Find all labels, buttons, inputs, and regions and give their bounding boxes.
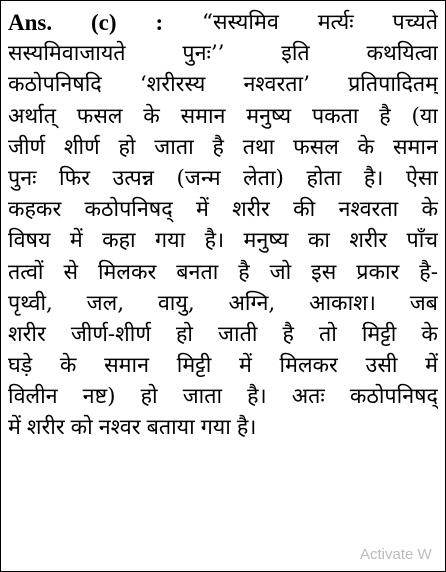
word: जाता xyxy=(154,134,194,160)
word: मिट्टी xyxy=(361,321,397,347)
text-line xyxy=(8,350,438,381)
text-line xyxy=(8,101,438,132)
word: से xyxy=(63,259,78,285)
word: पच्यते xyxy=(392,10,438,35)
word: शरीर xyxy=(349,228,388,254)
word: इस xyxy=(311,259,337,285)
word: है xyxy=(212,134,224,160)
word: नश्वरता xyxy=(338,197,399,223)
text-line xyxy=(8,194,438,225)
word: के xyxy=(59,353,77,379)
word: फसल xyxy=(293,134,339,160)
word: के xyxy=(143,103,160,129)
word: जीर्ण xyxy=(8,134,46,160)
word: (जन्म xyxy=(176,165,221,191)
word: कथयित्वा xyxy=(366,41,438,67)
text-line xyxy=(8,319,438,350)
word: है xyxy=(379,103,391,129)
word: मनुष्य xyxy=(246,103,292,129)
word: फसल xyxy=(76,103,123,129)
word: अर्थात् xyxy=(8,103,56,129)
word: के xyxy=(421,197,438,223)
word: जल, xyxy=(86,290,125,316)
word: कठोपनिषद् xyxy=(84,197,173,223)
word: नष्ट) xyxy=(82,384,116,410)
word: है। xyxy=(204,228,225,254)
word: मर्त्यः xyxy=(317,10,354,35)
word: अग्नि, xyxy=(228,290,276,316)
word: उत्पन्न xyxy=(112,165,154,191)
word: के xyxy=(357,134,375,160)
word: शीर्ण xyxy=(63,134,100,160)
answer-option: (c) xyxy=(91,10,117,35)
word: घड़े xyxy=(8,353,33,379)
word: बताया xyxy=(146,415,195,441)
word: प्रकार xyxy=(356,259,400,285)
activation-watermark: Activate W xyxy=(360,546,432,563)
text-line xyxy=(8,412,438,443)
word: कठोपनिषदि xyxy=(8,72,102,98)
word: पृथ्वी, xyxy=(8,290,53,316)
word: विषय xyxy=(8,228,51,254)
word: इति xyxy=(281,41,310,67)
word: मिलकर xyxy=(97,259,157,285)
text-line xyxy=(8,381,438,412)
word: (या xyxy=(411,103,438,129)
word: ऐसा xyxy=(405,165,438,191)
word: है। xyxy=(363,165,384,191)
word: है। xyxy=(236,415,257,441)
word: का xyxy=(307,228,330,254)
word: हो xyxy=(140,384,158,410)
word: की xyxy=(293,197,316,223)
word: जीर्ण-शीर्ण xyxy=(70,321,151,347)
word: समान xyxy=(104,353,150,379)
word: सस्यमिवाजायते xyxy=(8,41,126,67)
word: के xyxy=(421,321,438,347)
word: जाता xyxy=(182,384,223,410)
word: शरीर xyxy=(26,415,65,441)
word: कहकर xyxy=(8,197,62,223)
text-line xyxy=(8,69,438,100)
text-line xyxy=(8,257,438,288)
answer-line xyxy=(8,7,438,38)
word: को xyxy=(70,415,93,441)
word: तथा xyxy=(242,134,275,160)
word: मनुष्य xyxy=(243,228,289,254)
word: नश्वरता’ xyxy=(243,72,310,98)
word: पकता xyxy=(311,103,359,129)
text-line xyxy=(8,38,438,69)
word: में xyxy=(69,228,83,254)
answer-text xyxy=(8,7,438,444)
word: तो xyxy=(318,321,337,347)
word: होता xyxy=(306,165,342,191)
word: कठोपनिषद् xyxy=(349,384,438,410)
word: उसी xyxy=(365,353,398,379)
word: गया xyxy=(200,415,231,441)
answer-label: Ans. xyxy=(8,10,53,35)
word: शरीर xyxy=(232,197,270,223)
word: “सस्यमिव xyxy=(202,10,279,35)
word: आकाश। xyxy=(309,290,376,316)
word: है xyxy=(238,259,250,285)
word: शरीर xyxy=(8,321,46,347)
word: लेता) xyxy=(243,165,284,191)
word: है- xyxy=(419,259,438,285)
word: विलीन xyxy=(8,384,58,410)
word: गया xyxy=(155,228,186,254)
word: जो xyxy=(269,259,292,285)
word: समान xyxy=(393,134,438,160)
word: पाँच xyxy=(406,228,438,254)
answer-colon: : xyxy=(155,10,164,35)
text-line xyxy=(8,163,438,194)
word: अतः xyxy=(291,384,325,410)
word: कहा xyxy=(102,228,136,254)
word: में xyxy=(195,197,209,223)
word: में xyxy=(425,353,438,379)
word: में xyxy=(238,353,252,379)
word: पुनः xyxy=(8,165,37,191)
word: जाती xyxy=(218,321,258,347)
word: तत्वों xyxy=(8,259,44,285)
word: प्रतिपादितम् xyxy=(348,72,438,98)
text-line xyxy=(8,225,438,256)
text-line xyxy=(8,288,438,319)
word: मिट्टी xyxy=(176,353,212,379)
word: समान xyxy=(180,103,226,129)
word: हो xyxy=(118,134,136,160)
text-line xyxy=(8,132,438,163)
word: ‘शरीरस्य xyxy=(139,72,206,98)
word: पुनः’’ xyxy=(182,41,225,67)
word: नश्वर xyxy=(98,415,141,441)
word: है। xyxy=(247,384,267,410)
word: मिलकर xyxy=(279,353,338,379)
word: बनता xyxy=(176,259,219,285)
word: जब xyxy=(409,290,438,316)
word: वायु, xyxy=(157,290,195,316)
word: फिर xyxy=(59,165,90,191)
word: है xyxy=(282,321,294,347)
word: हो xyxy=(175,321,193,347)
word: में xyxy=(8,415,21,441)
